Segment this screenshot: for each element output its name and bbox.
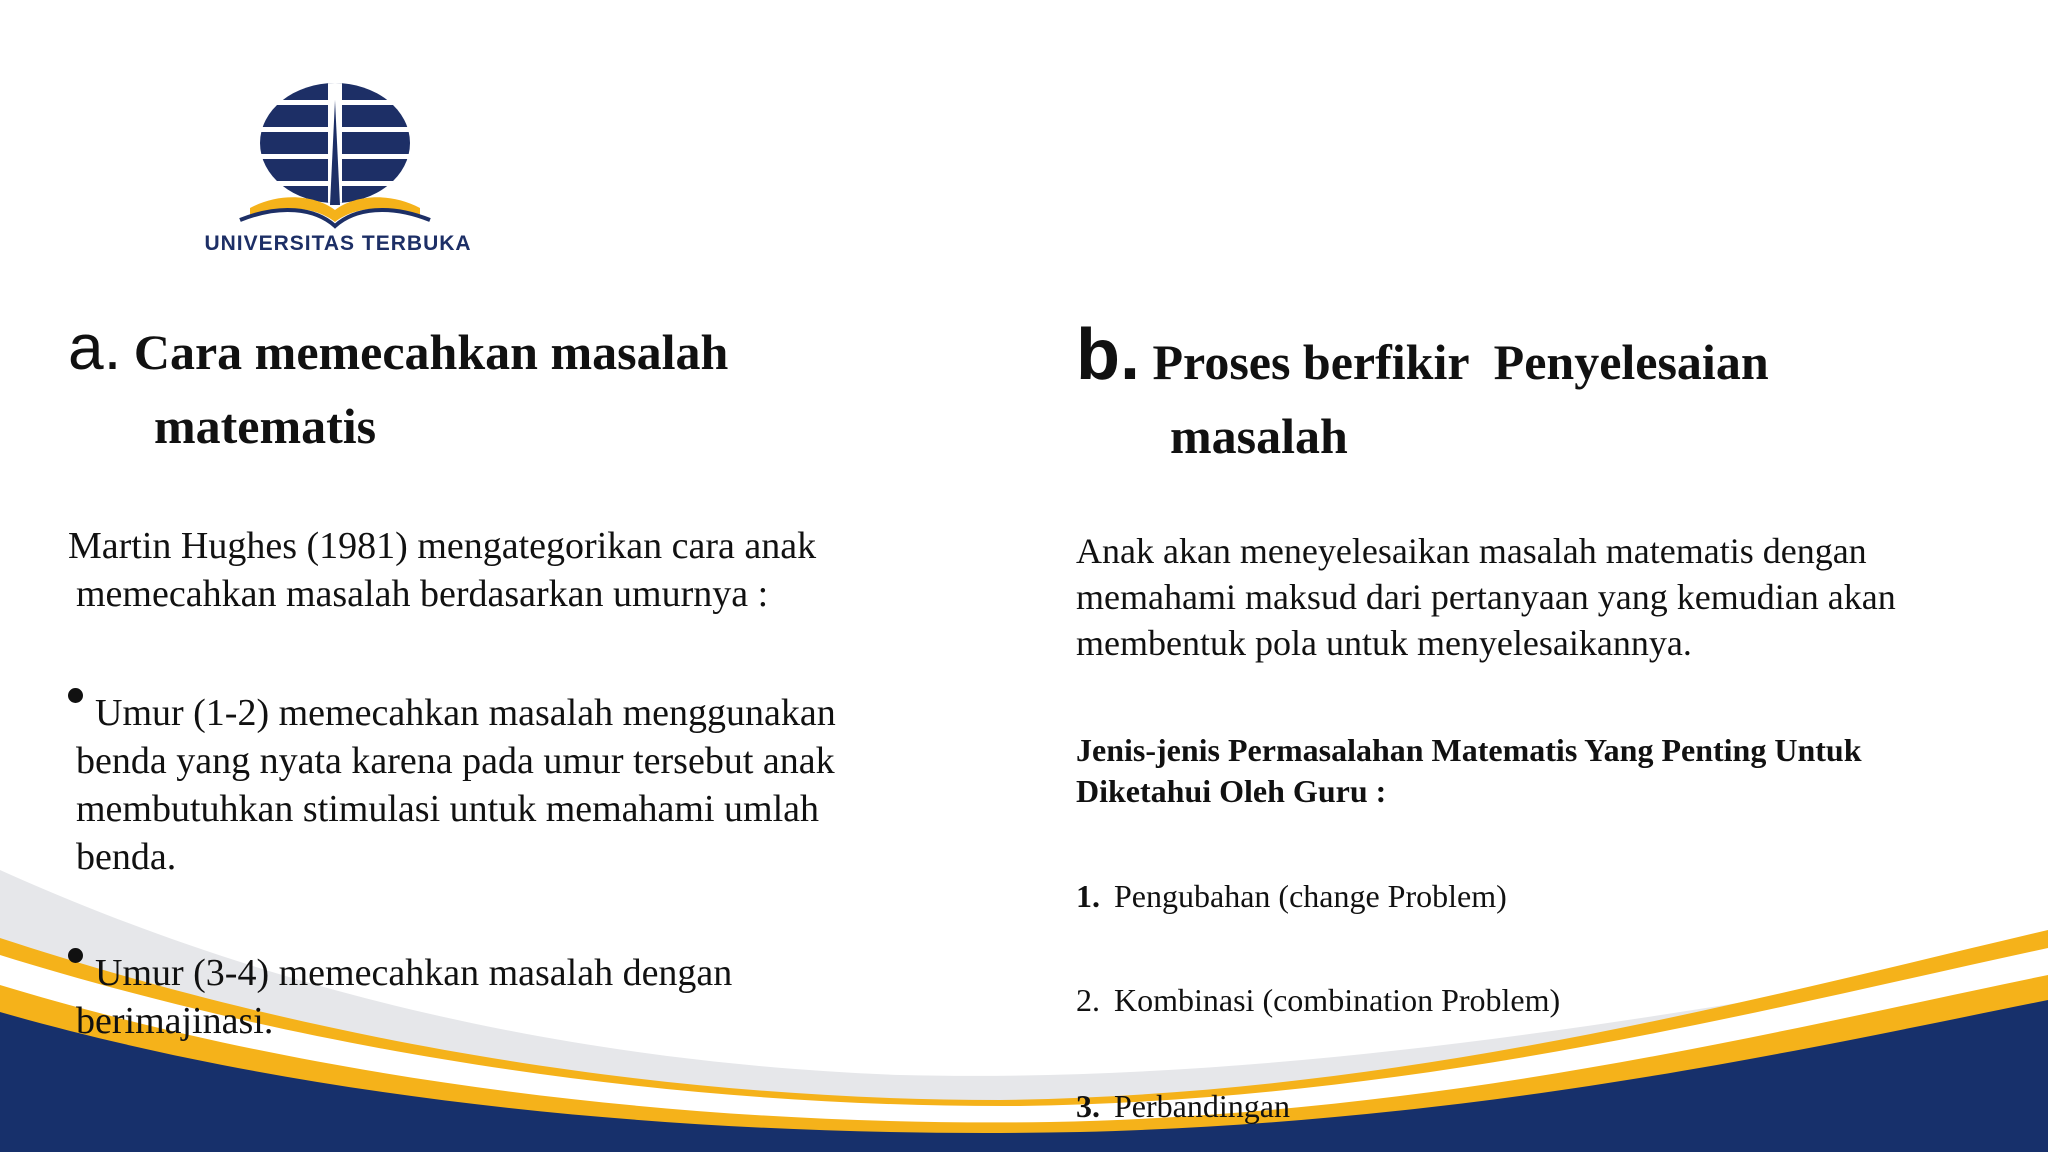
list-item-number: 1.: [1076, 878, 1100, 914]
section-a-heading: [68, 310, 968, 463]
section-a-title-line2: matematis: [154, 398, 377, 454]
list-item-text: Perbandingan: [1114, 1088, 1290, 1124]
list-item-number: 3.: [1076, 1088, 1100, 1124]
intro-line2: memecahkan masalah berdasarkan umurnya :: [76, 573, 769, 615]
paragraph-line: Anak akan meneyelesaikan masalah matematis dengan: [1076, 531, 1867, 571]
subheading-line: Diketahui Oleh Guru :: [1076, 773, 1387, 809]
paragraph-line: membentuk pola untuk menyelesaikannya.: [1076, 623, 1692, 663]
bullet-dot-icon: [68, 688, 83, 703]
bullet-line: membutuhkan stimulasi untuk memahami umlah: [76, 788, 820, 830]
bullet-item: [68, 688, 928, 881]
bullet-line: berimajinasi.: [76, 1000, 274, 1042]
bullet-first-line: Umur (1-2) memecahkan masalah menggunakan: [95, 692, 836, 734]
section-b-paragraph: [1076, 528, 2016, 666]
bullet-first-line: Umur (3-4) memecahkan masalah dengan: [95, 952, 733, 994]
list-item-text: Pengubahan (change Problem): [1114, 878, 1507, 914]
bullet-item: [68, 948, 928, 1045]
subheading-line: Jenis-jenis Permasalahan Matematis Yang Penting Untuk: [1076, 732, 1862, 768]
section-b-subheading: [1076, 730, 2016, 812]
intro-line1: Martin Hughes (1981) mengategorikan cara anak: [68, 525, 817, 567]
list-item: [1076, 876, 1507, 916]
section-b-letter: b.: [1076, 315, 1140, 395]
paragraph-line: memahami maksud dari pertanyaan yang kemudian akan: [1076, 577, 1896, 617]
bullet-dot-icon: [68, 948, 83, 963]
list-item-text: Kombinasi (combination Problem): [1114, 982, 1561, 1018]
section-a-title-line1: Cara memecahkan masalah: [133, 324, 729, 380]
section-a-letter: a.: [68, 311, 122, 383]
section-a-intro: [68, 522, 968, 618]
section-b-title-line2: masalah: [1170, 408, 1348, 464]
university-logo: [170, 80, 500, 270]
list-item: [1076, 1086, 1290, 1126]
section-b-title-line1: Proses berfikir Penyelesaian: [1152, 334, 1769, 390]
bullet-line: benda.: [76, 836, 177, 878]
list-item: [1076, 980, 1560, 1020]
logo-text: UNIVERSITAS TERBUKA: [204, 232, 472, 255]
logo-emblem-icon: [170, 80, 500, 230]
section-b-heading: [1076, 315, 2016, 473]
list-item-number: 2.: [1076, 982, 1100, 1018]
bullet-line: benda yang nyata karena pada umur tersebut anak: [76, 740, 835, 782]
